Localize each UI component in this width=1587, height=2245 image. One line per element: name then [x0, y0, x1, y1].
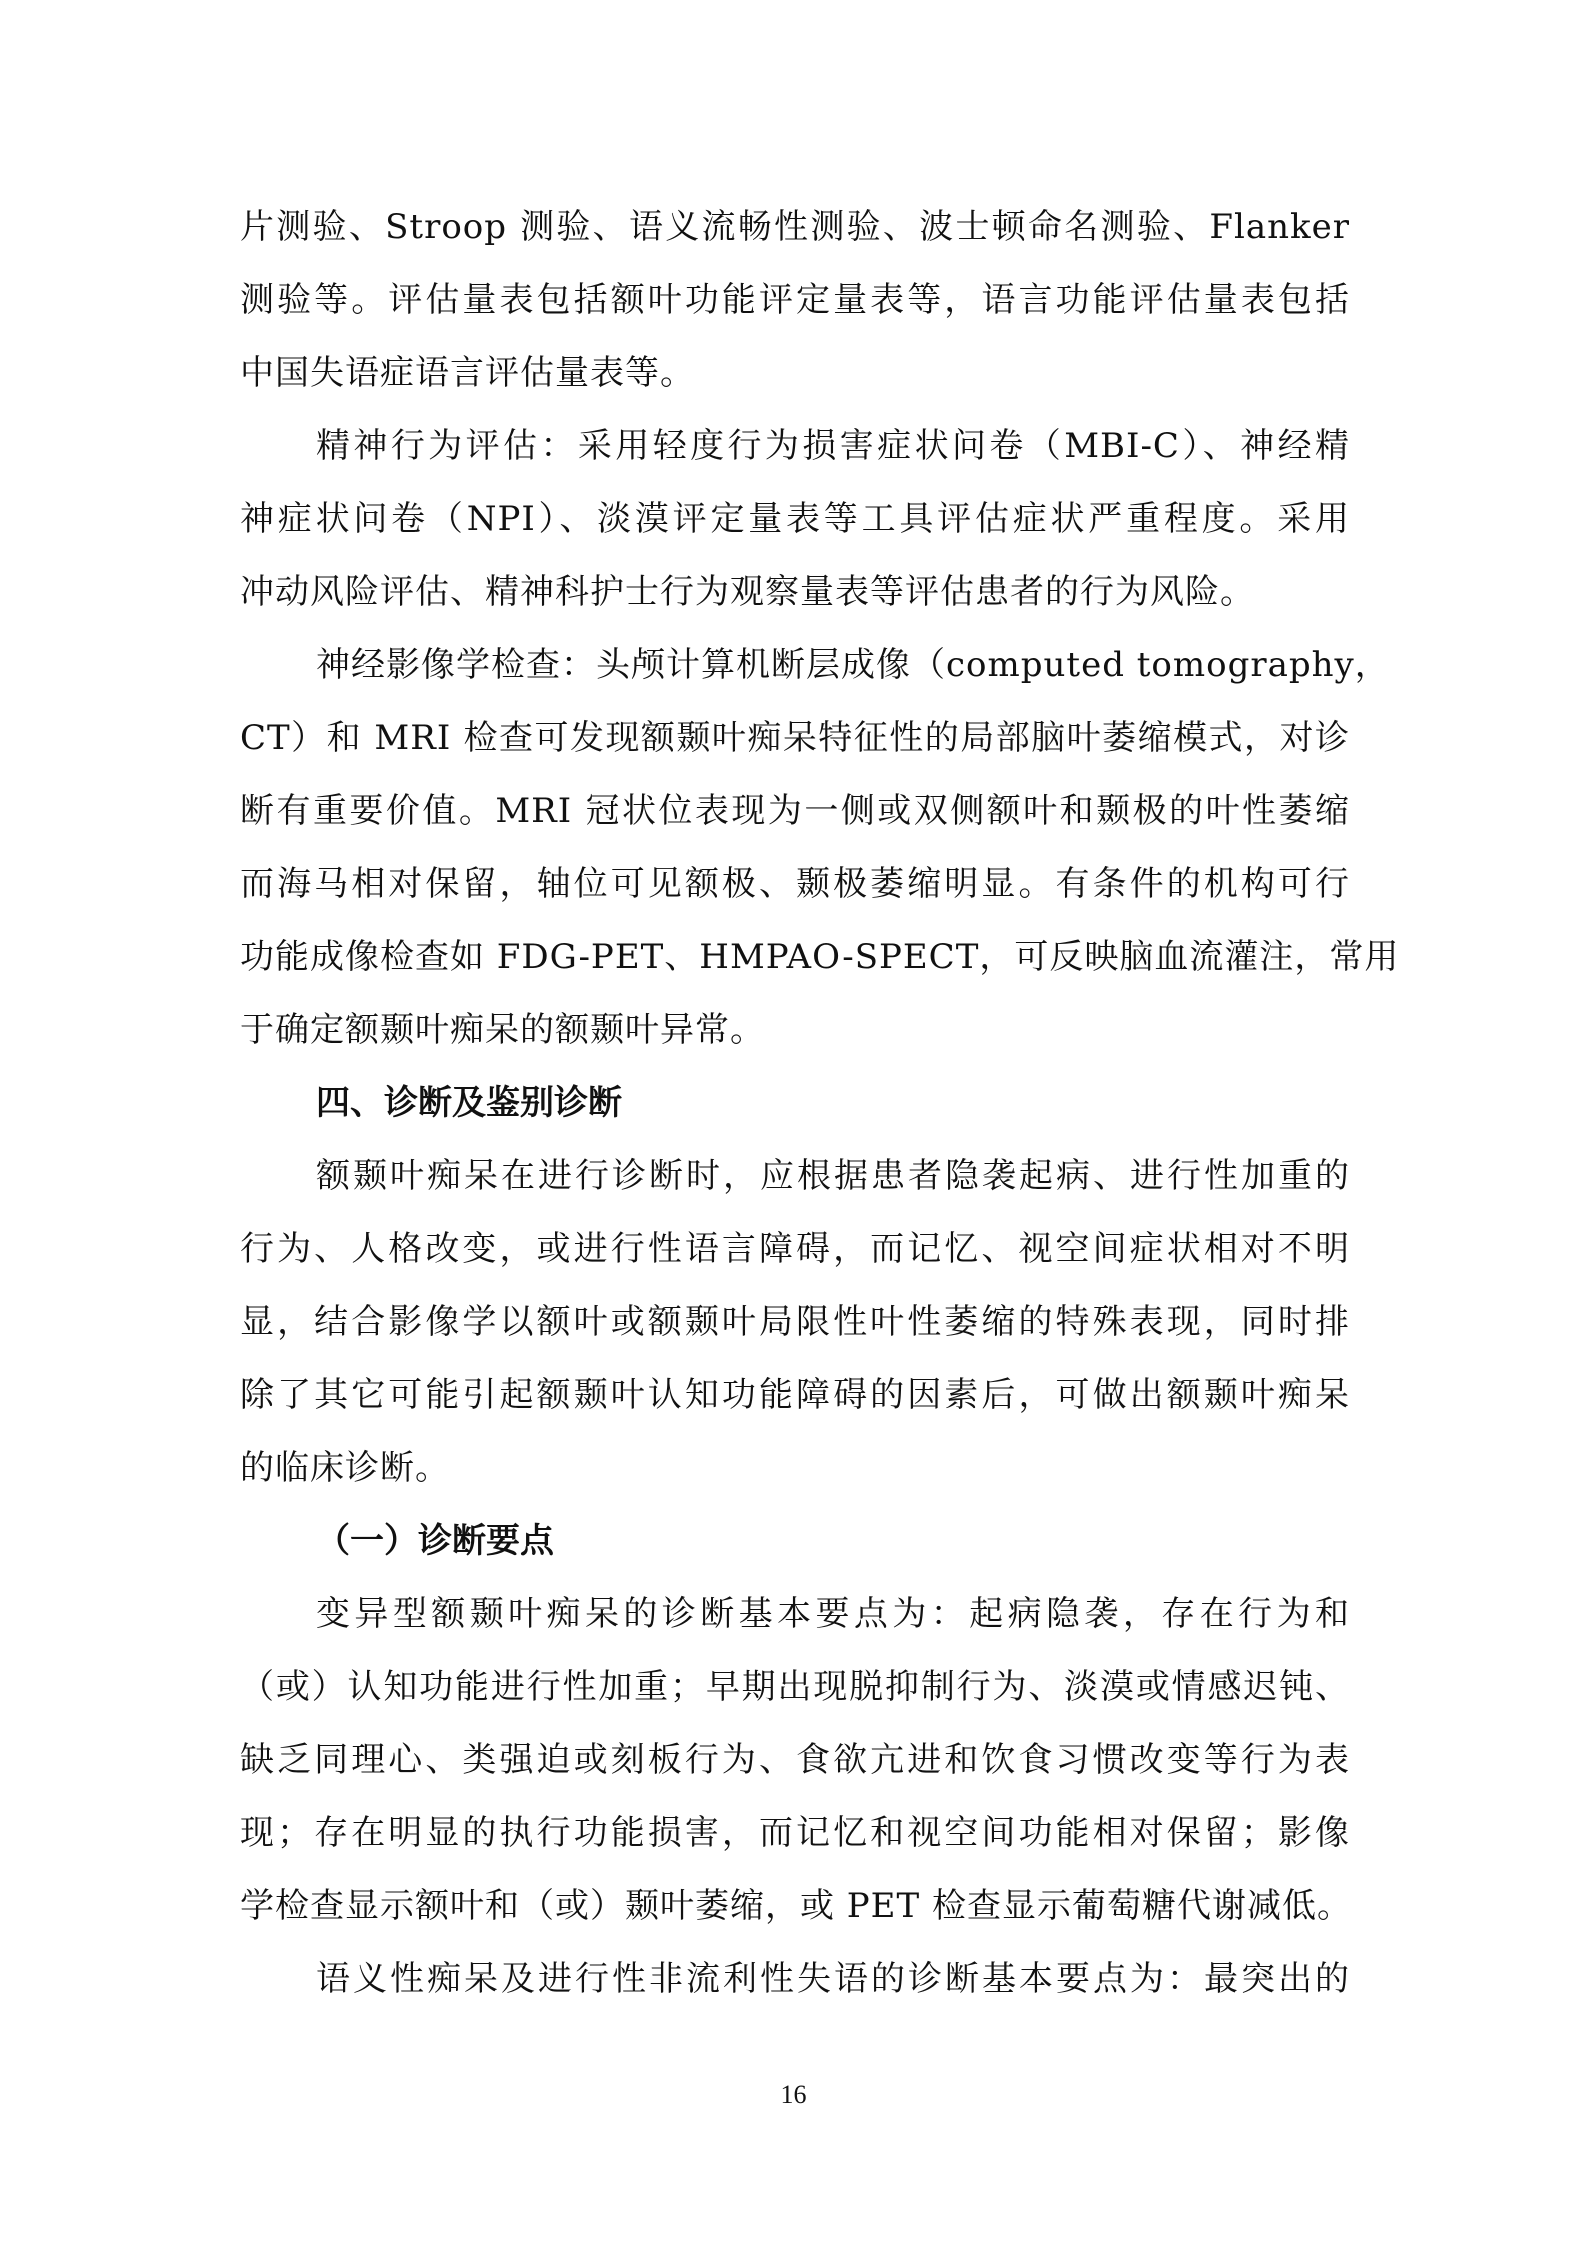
- paragraph-line: 行为、人格改变，或进行性语言障碍，而记忆、视空间症状相对不明: [240, 1229, 1350, 1269]
- paragraph-line: 断有重要价值。MRI 冠状位表现为一侧或双侧额叶和颞极的叶性萎缩: [240, 791, 1350, 831]
- paragraph-line: 除了其它可能引起额颞叶认知功能障碍的因素后，可做出额颞叶痴呆: [240, 1375, 1350, 1415]
- paragraph-line: 显，结合影像学以额叶或额颞叶局限性叶性萎缩的特殊表现，同时排: [240, 1302, 1350, 1342]
- paragraph-line: 神经影像学检查：头颅计算机断层成像（computed tomography，: [316, 645, 1390, 685]
- paragraph-line: （或）认知功能进行性加重；早期出现脱抑制行为、淡漠或情感迟钝、: [240, 1667, 1350, 1707]
- paragraph-line: 于确定额颞叶痴呆的额颞叶异常。: [240, 1010, 765, 1050]
- paragraph-line: 而海马相对保留，轴位可见额极、颞极萎缩明显。有条件的机构可行: [240, 864, 1350, 904]
- paragraph-line: 中国失语症语言评估量表等。: [240, 353, 695, 393]
- paragraph-line: 学检查显示额叶和（或）颞叶萎缩，或 PET 检查显示葡萄糖代谢减低。: [240, 1886, 1352, 1926]
- paragraph-line: 的临床诊断。: [240, 1448, 450, 1488]
- paragraph-line: 冲动风险评估、精神科护士行为观察量表等评估患者的行为风险。: [240, 572, 1255, 612]
- paragraph-line: 片测验、Stroop 测验、语义流畅性测验、波士顿命名测验、Flanker: [240, 207, 1350, 247]
- paragraph-line: 精神行为评估：采用轻度行为损害症状问卷（MBI-C）、神经精: [316, 426, 1350, 466]
- section-heading: 四、诊断及鉴别诊断: [316, 1083, 622, 1123]
- paragraph-line: 变异型额颞叶痴呆的诊断基本要点为：起病隐袭，存在行为和: [316, 1594, 1350, 1634]
- paragraph-line: 语义性痴呆及进行性非流利性失语的诊断基本要点为：最突出的: [316, 1959, 1350, 1999]
- page-number: 16: [780, 2080, 807, 2109]
- paragraph-line: 缺乏同理心、类强迫或刻板行为、食欲亢进和饮食习惯改变等行为表: [240, 1740, 1350, 1780]
- paragraph-line: 神症状问卷（NPI）、淡漠评定量表等工具评估症状严重程度。采用: [240, 499, 1350, 539]
- paragraph-line: 现；存在明显的执行功能损害，而记忆和视空间功能相对保留；影像: [240, 1813, 1350, 1853]
- paragraph-line: 额颞叶痴呆在进行诊断时，应根据患者隐袭起病、进行性加重的: [316, 1156, 1350, 1196]
- paragraph-line: 测验等。评估量表包括额叶功能评定量表等，语言功能评估量表包括: [240, 280, 1350, 320]
- paragraph-line: 功能成像检查如 FDG-PET、HMPAO-SPECT，可反映脑血流灌注，常用: [240, 937, 1400, 977]
- subsection-heading: （一）诊断要点: [316, 1521, 554, 1561]
- body-text: [240, 191, 1400, 2016]
- paragraph-line: CT）和 MRI 检查可发现额颞叶痴呆特征性的局部脑叶萎缩模式，对诊: [240, 718, 1350, 758]
